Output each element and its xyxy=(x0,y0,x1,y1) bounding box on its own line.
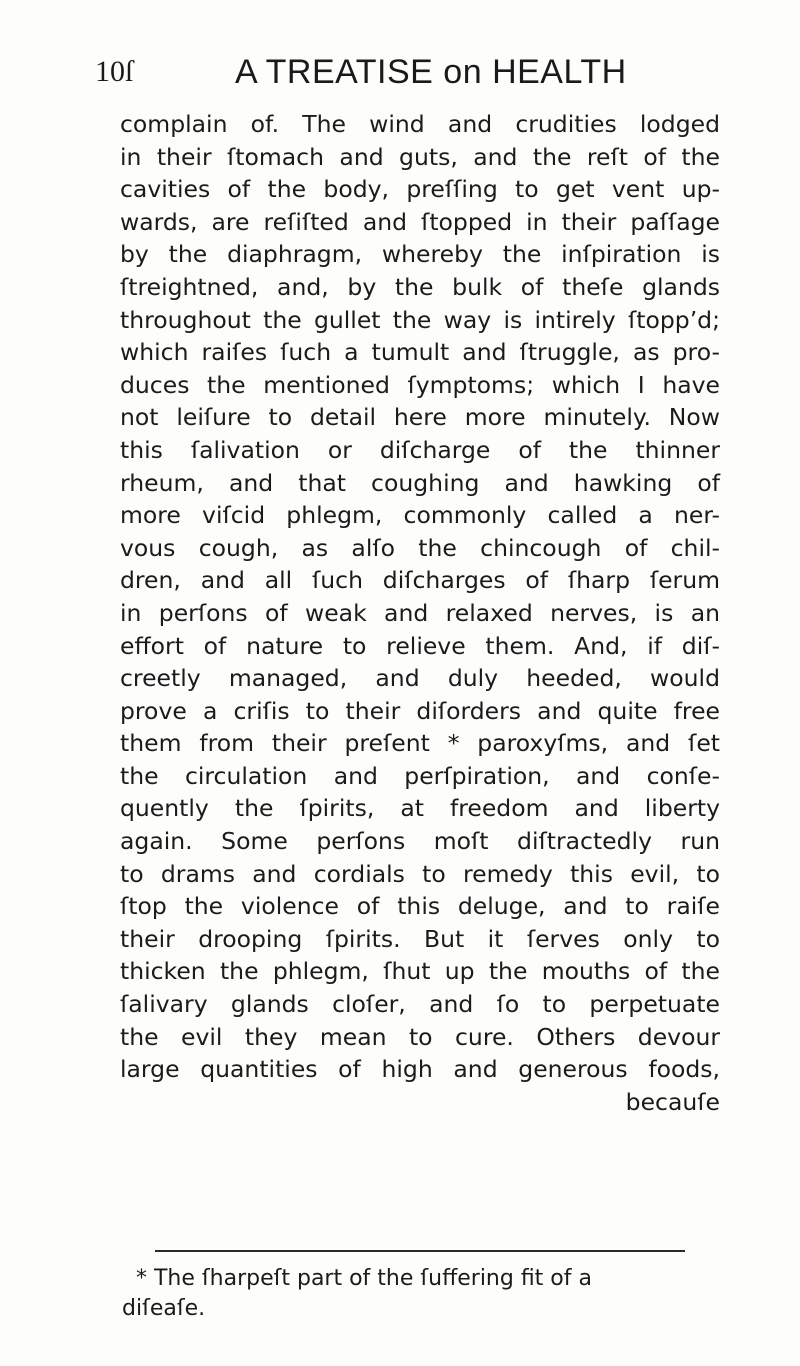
text-line: ſalivary glands cloſer, and ſo to perpetuate xyxy=(120,990,720,1019)
footnote-divider xyxy=(155,1250,685,1252)
text-line: effort of nature to relieve them. And, if diſ- xyxy=(120,631,720,660)
text-line: duces the mentioned ſymptoms; which I have xyxy=(120,370,720,399)
catchword: becauſe xyxy=(625,1087,720,1116)
text-line: again. Some perſons moſt diſtractedly run xyxy=(120,827,720,856)
text-line: vous cough, as alſo the chincough of chil- xyxy=(120,533,720,562)
text-line: in their ſtomach and guts, and the reſt of the xyxy=(120,142,720,171)
text-line: in perſons of weak and relaxed nerves, is an xyxy=(120,598,720,627)
text-line: ſtop the violence of this deluge, and to raiſe xyxy=(120,892,720,921)
footnote-line: * The ſharpeſt part of the ſuffering fit of a xyxy=(136,1266,592,1291)
text-line: thicken the phlegm, ſhut up the mouths of the xyxy=(120,957,720,986)
page-number: 10ſ xyxy=(95,55,134,88)
text-line: cavities of the body, preſſing to get vent up- xyxy=(120,175,720,204)
text-line: prove a criſis to their diſorders and quite free xyxy=(120,696,720,725)
text-line: more viſcid phlegm, commonly called a ner- xyxy=(120,501,720,530)
text-line: rheum, and that coughing and hawking of xyxy=(120,468,720,497)
footnote xyxy=(122,1264,722,1324)
text-line: complain of. The wind and crudities lodged xyxy=(120,110,720,138)
running-title: A TREATISE on HEALTH xyxy=(235,53,627,91)
text-line: wards, are reſiſted and ſtopped in their paſſage xyxy=(120,207,720,236)
text-line: not leiſure to detail here more minutely. Now xyxy=(120,403,720,432)
text-line: the evil they mean to cure. Others devour xyxy=(120,1022,720,1051)
text-line: to drams and cordials to remedy this evil, to xyxy=(120,859,720,888)
text-line: them from their preſent * paroxyſms, and ſet xyxy=(120,729,720,758)
page-header xyxy=(95,50,715,94)
text-line: the circulation and perſpiration, and conſe- xyxy=(120,761,720,790)
text-line: their drooping ſpirits. But it ſerves only to xyxy=(120,924,720,953)
text-line: ſtreightned, and, by the bulk of theſe glands xyxy=(120,272,720,301)
text-line: dren, and all ſuch diſcharges of ſharp ſerum xyxy=(120,566,720,595)
text-line: this ſalivation or diſcharge of the thinner xyxy=(120,435,720,464)
text-line: which raiſes ſuch a tumult and ſtruggle, as pro- xyxy=(120,338,720,367)
text-line: by the diaphragm, whereby the inſpiration is xyxy=(120,240,720,269)
text-line: large quantities of high and generous foods, xyxy=(120,1055,720,1084)
text-line: quently the ſpirits, at freedom and liberty xyxy=(120,794,720,823)
footnote-line: diſeaſe. xyxy=(122,1296,206,1321)
body-text xyxy=(120,108,720,1118)
text-line: throughout the gullet the way is intirely ſtopp’d; xyxy=(120,305,720,334)
text-line: creetly managed, and duly heeded, would xyxy=(120,664,720,693)
